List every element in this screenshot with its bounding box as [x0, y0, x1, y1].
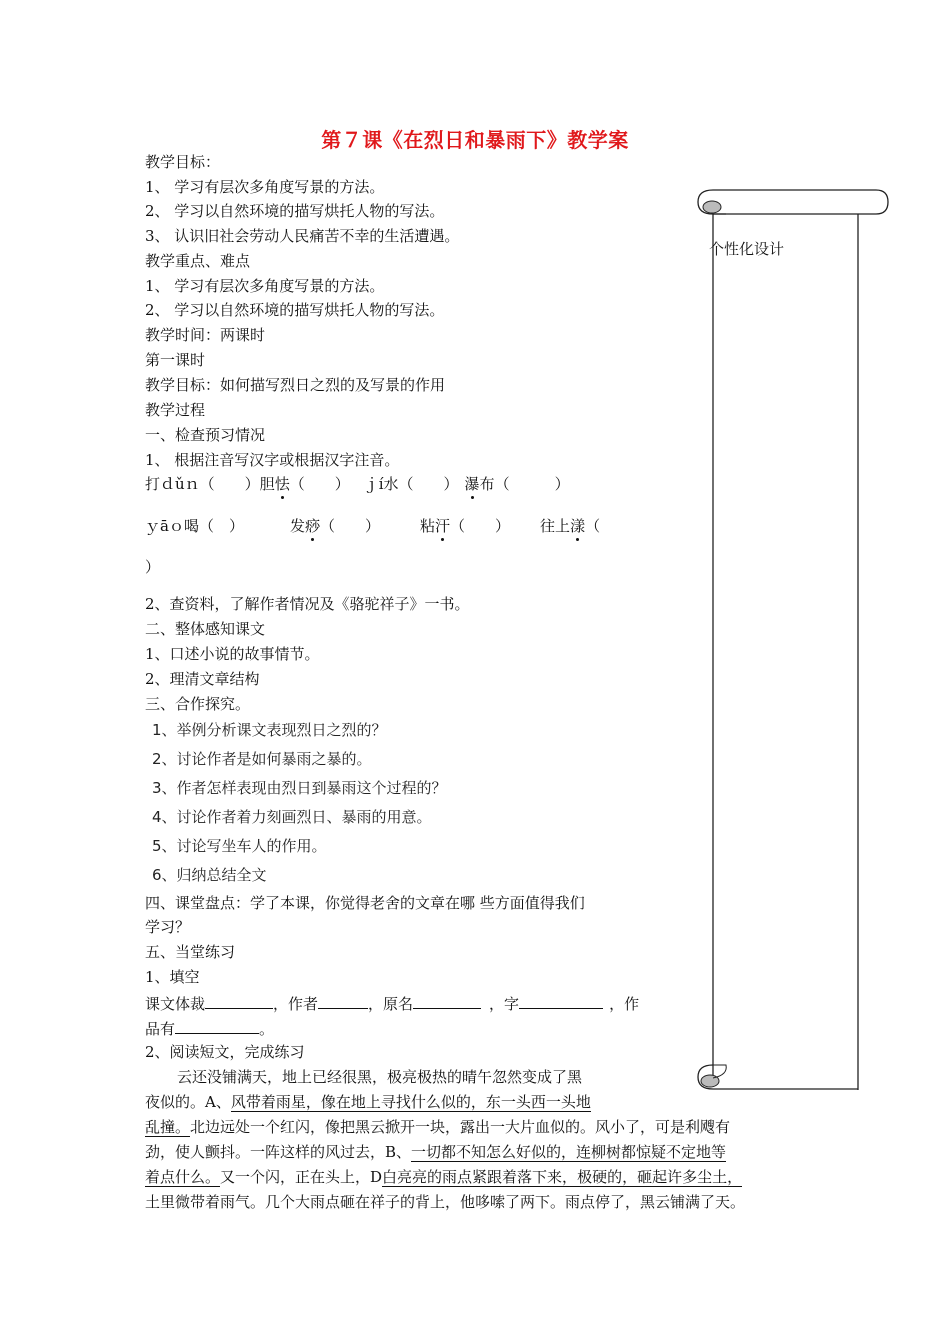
coop-question-2: 2、讨论作者是如何暴雨之暴的。: [152, 750, 372, 768]
fill-heading: 1、填空: [145, 968, 200, 986]
pinyin-row-2: ｙāｏ喝（ ） 发痧（ ） 粘汗（ ） 往上漾（: [145, 517, 601, 535]
passage-line-3: 乱撞。北边远处一个红闪，像把黑云掀开一块，露出一大片血似的。风小了，可是利飕有: [145, 1118, 731, 1136]
passage-line-4: 劲，使人颤抖。一阵这样的风过去，B、一切都不知怎么好似的，连柳树都惊疑不定地等: [145, 1143, 727, 1161]
passage-line-1: 云还没铺满天，地上已经很黑，极亮极热的晴午忽然变成了黑: [177, 1068, 583, 1086]
process-heading: 教学过程: [145, 401, 206, 419]
dotted-char: 汗: [435, 517, 451, 535]
teaching-time: 教学时间：两课时: [145, 326, 266, 344]
keypoints-heading: 教学重点、难点: [145, 252, 251, 270]
pinyin-instruction: 1、 根据注音写汉字或根据汉字注音。: [145, 451, 400, 469]
review-line-1: 四、课堂盘点：学了本课，你觉得老舍的文章在哪 些方面值得我们: [145, 894, 585, 912]
dotted-char: 瀑: [464, 475, 480, 493]
pinyin-item-yao: ｙāｏ喝（ ）: [145, 517, 244, 535]
underlined-a-end: 乱撞。: [145, 1118, 191, 1136]
preview-heading: 一、检查预习情况: [145, 426, 266, 444]
dotted-char: 怯: [274, 475, 290, 493]
objective-3: 3、 认识旧社会劳动人民痛苦不幸的生活遭遇。: [145, 227, 460, 245]
objective-2: 2、 学习以自然环境的描写烘托人物的写法。: [145, 202, 445, 220]
page-title: 第７课《在烈日和暴雨下》教学案: [321, 128, 629, 152]
practice-heading: 五、当堂练习: [145, 943, 236, 961]
keypoint-1: 1、 学习有层次多角度写景的方法。: [145, 277, 385, 295]
coop-heading: 三、合作探究。: [145, 695, 251, 713]
fill-line-1: 课文体裁 ，作者 ，原名 ，字 ，作: [145, 992, 639, 1014]
overview-1: 1、口述小说的故事情节。: [145, 645, 320, 663]
underlined-d: 白亮亮的雨点紧跟着落下来，: [382, 1168, 578, 1186]
reading-heading: 2、阅读短文，完成练习: [145, 1043, 305, 1061]
dotted-char: 痧: [304, 517, 320, 535]
objectives-heading: 教学目标：: [145, 153, 221, 171]
passage-line-5: 着点什么。又一个闪，正在头上，D白亮亮的雨点紧跟着落下来，极硬的，砸起许多尘土，: [145, 1168, 743, 1186]
dotted-char: 漾: [570, 517, 586, 535]
coop-question-4: 4、讨论作者着力刻画烈日、暴雨的用意。: [152, 808, 432, 826]
objective-1: 1、 学习有层次多角度写景的方法。: [145, 178, 385, 196]
sidebar-label: 个性化设计: [709, 240, 785, 258]
coop-question-5: 5、讨论写坐车人的作用。: [152, 837, 327, 855]
keypoint-2: 2、 学习以自然环境的描写烘托人物的写法。: [145, 301, 445, 319]
underlined-a: 风带着雨星，像在地上寻找什么似的，东一头西一头地: [230, 1093, 591, 1111]
underlined-b: 一切都不知怎么好似的，连柳树都惊疑不定地等: [411, 1143, 727, 1161]
blank-author[interactable]: [318, 992, 368, 1009]
pinyin-item-dun: 打ｄǔｎ（ ）: [145, 475, 260, 493]
blank-original-name[interactable]: [413, 992, 481, 1009]
research-task: 2、查资料，了解作者情况及《骆驼祥子》一书。: [145, 595, 470, 613]
overview-heading: 二、整体感知课文: [145, 620, 266, 638]
coop-question-6: 6、归纳总结全文: [152, 866, 267, 884]
blank-genre[interactable]: [205, 992, 273, 1009]
underlined-b-end: 着点什么。: [145, 1168, 221, 1186]
passage-line-6: 土里微带着雨气。几个大雨点砸在祥子的背上，他哆嗦了两下。雨点停了，黑云铺满了天。: [145, 1193, 746, 1211]
underlined-d-cont: 极硬的，砸起许多尘土，: [577, 1168, 743, 1186]
scroll-frame: [690, 180, 900, 1100]
lesson-objective: 教学目标：如何描写烈日之烈的及写景的作用: [145, 376, 446, 394]
review-line-2: 学习？: [145, 918, 191, 936]
pinyin-item-ji: ｊí水（ ）: [363, 475, 459, 493]
fill-line-2: 品有 。: [145, 1017, 274, 1039]
coop-question-3: 3、作者怎样表现由烈日到暴雨这个过程的？: [152, 779, 447, 797]
overview-2: 2、理清文章结构: [145, 670, 260, 688]
first-lesson: 第一课时: [145, 351, 206, 369]
blank-courtesy-name[interactable]: [519, 992, 603, 1009]
passage-line-2: 夜似的。A、风带着雨星，像在地上寻找什么似的，东一头西一头地: [145, 1093, 591, 1111]
paren-close: ）: [145, 558, 161, 576]
pinyin-row-1: 打ｄǔｎ（ ）胆怯（ ） ｊí水（ ） 瀑布（ ）: [145, 475, 570, 493]
blank-works[interactable]: [175, 1017, 259, 1034]
coop-question-1: 1、举例分析课文表现烈日之烈的？: [152, 721, 387, 739]
